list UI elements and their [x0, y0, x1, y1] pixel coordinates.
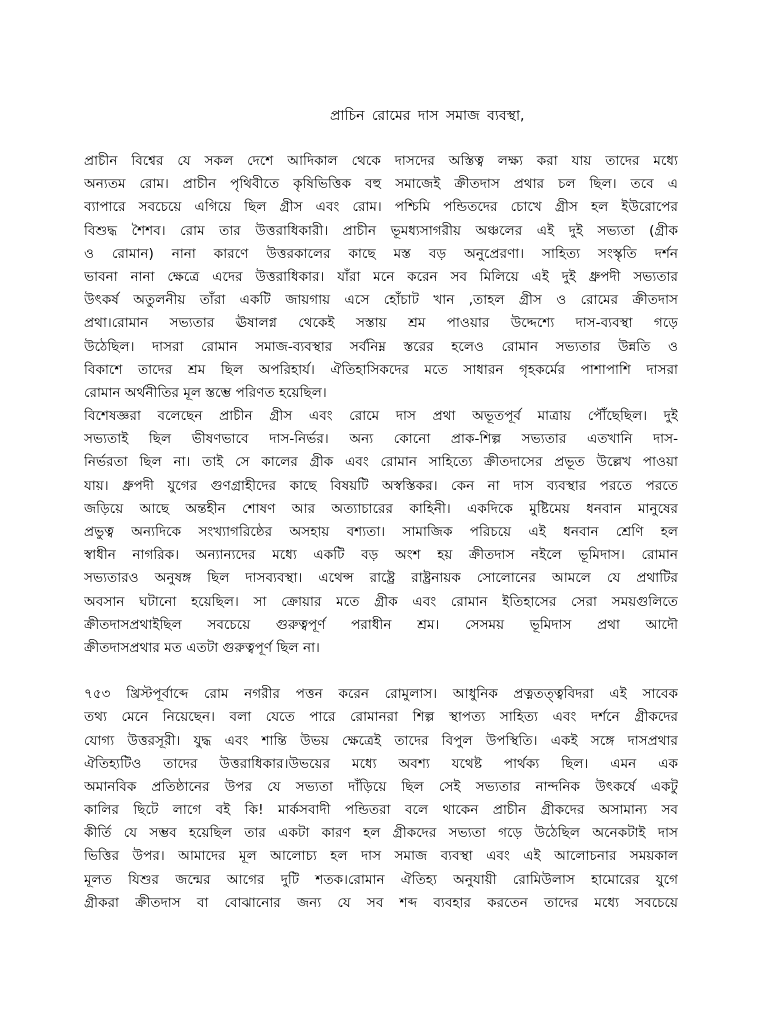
paragraph-1 — [84, 150, 678, 660]
text-line: অন্যতম রোম। প্রাচীন পৃথিবীতে কৃষিভিত্তিক বহু সমাজেই ক্রীতদাস প্রথার চল ছিল। তবে এ — [84, 176, 678, 193]
text-line: অবসান ঘটানো হয়েছিল। সা ক্রোয়ার মতে গ্রীক এবং রোমান ইতিহাসের সেরা সময়গুলিতে — [84, 593, 678, 610]
text-line: স্বাধীন নাগরিক। অন্যান্যদের মধ্যে একটি বড় অংশ হয় ক্রীতদাস নইলে ভূমিদাস। রোমান — [84, 547, 678, 564]
text-line: নির্ভরতা ছিল না। তাই সে কালের গ্রীক এবং রোমান সাহিত্যে ক্রীতদাসের প্রভূত উল্লেখ পাওয়া — [84, 454, 678, 471]
paragraph-2 — [84, 683, 678, 915]
text-line: প্রভুত্ব অন্যদিকে সংখ্যাগরিষ্ঠের অসহায় বশ্যতা। সামাজিক পরিচয়ে এই ধনবান শ্রেণি হল — [84, 524, 678, 540]
text-line: যায়। ধ্রুপদী যুগের গুণগ্রাহীদের কাছে বিষয়টি অস্বস্তিকর। কেন না দাস ব্যবস্থার পরতে পরতে — [84, 477, 678, 494]
text-line: উঠেছিল। দাসরা রোমান সমাজ-ব্যবস্থার সর্বনিম্ন স্তরের হলেও রোমান সভ্যতার উন্নতি ও — [84, 338, 678, 355]
text-line: ঐতিহ্যটিও তাদের উত্তরাধিকার।উভয়ের মধ্যে অবশ্য যথেষ্ট পার্থক্য ছিল। এমন এক — [84, 755, 678, 772]
text-line: মূলত যিশুর জন্মের আগের দুটি শতক।রোমান ঐতিহ্য অনুযায়ী রোমিউলাস হামোরের যুগে — [84, 871, 678, 888]
text-line: গ্রীকরা ক্রীতদাস বা বোঝানোর জন্য যে সব শব্দ ব্যবহার করতেন তাদের মধ্যে সবচেয়ে — [84, 894, 678, 911]
text-line: প্রাচীন বিশ্বের যে সকল দেশে আদিকাল থেকে দাসদের অস্তিত্ব লক্ষ্য করা যায় তাদের মধ্যে — [84, 153, 678, 169]
text-line: ভিত্তির উপর। আমাদের মূল আলোচ্য হল দাস সমাজ ব্যবস্থা এবং এই আলোচনার সময়কাল — [84, 848, 678, 865]
document-title: প্রাচিন রোমের দাস সমাজ ব্যবস্থা, — [330, 108, 525, 124]
text-line: জড়িয়ে আছে অন্তহীন শোষণ আর অত্যাচারের কাহিনী। একদিকে মুষ্টিমেয় ধনবান মানুষের — [84, 500, 678, 517]
text-line: বিশেষজ্ঞরা বলেছেন প্রাচীন গ্রীস এবং রোমে দাস প্রথা অভূতপূর্ব মাত্রায় পৌঁছেছিল। দুই — [84, 408, 678, 425]
text-line: ব্যাপারে সবচেয়ে এগিয়ে ছিল গ্রীস এবং রোম। পশ্চিমি পন্ডিতদের চোখে গ্রীস হল ইউরোপের — [84, 199, 678, 216]
text-line: ক্রীতদাসপ্রথার মত এতটা গুরুত্বপূর্ণ ছিল না। — [84, 639, 320, 656]
text-line: ক্রীতদাসপ্রথাইছিল সবচেয়ে গুরুত্বপূর্ণ পরাধীন শ্রম। সেসময় ভূমিদাস প্রথা আদৌ — [84, 616, 678, 633]
text-line: সভ্যতাই ছিল ভীষণভাবে দাস-নির্ভর। অন্য কোনো প্রাক-শিল্প সভ্যতার এতখানি দাস- — [84, 431, 678, 448]
text-line: কীর্তি যে সম্ভব হয়েছিল তার একটা কারণ হল গ্রীকদের সভ্যতা গড়ে উঠেছিল অনেকটাই দাস — [84, 825, 678, 842]
text-line: বিকাশে তাদের শ্রম ছিল অপরিহার্য। ঐতিহাসিকদের মতে সাধারন গৃহকর্মের পাশাপাশি দাসরা — [84, 361, 678, 378]
text-line: ও রোমান) নানা কারণে উত্তরকালের কাছে মস্ত বড় অনুপ্রেরণা। সাহিত্য সংস্কৃতি দর্শন — [84, 245, 678, 262]
text-line: অমানবিক প্রতিষ্ঠানের উপর যে সভ্যতা দাঁড়িয়ে ছিল সেই সভ্যতার নান্দনিক উৎকর্ষে একটু — [84, 778, 678, 795]
text-line: রোমান অর্থনীতির মূল স্তম্ভে পরিণত হয়েছিল। — [84, 384, 327, 401]
paragraph-spacer — [84, 660, 678, 683]
text-line: সভ্যতারও অনুষঙ্গ ছিল দাসব্যবস্থা। এথেন্স রাষ্ট্রে রাষ্ট্রনায়ক সোলোনের আমলে যে প্রথাটির — [84, 570, 678, 587]
text-line: বিশুদ্ধ শৈশব। রোম তার উত্তরাধিকারী। প্রাচীন ভূমধ্যসাগরীয় অঞ্চলের এই দুই সভ্যতা (গ্রীক — [84, 222, 678, 239]
text-line: প্রথা।রোমান সভ্যতার ঊষালগ্ন থেকেই সস্তায় শ্রম পাওয়ার উদ্দেশ্যে দাস-ব্যবস্থা গড়ে — [84, 315, 678, 332]
text-line: যোগ্য উত্তরসূরী। যুদ্ধ এবং শান্তি উভয় ক্ষেত্রেই তাদের বিপুল উপস্থিতি। একই সঙ্গে দাসপ্রথার — [84, 732, 678, 749]
text-line: উৎকর্ষ অতুলনীয় তাঁরা একটি জায়গায় এসে হোঁচাট খান ,তাহল গ্রীস ও রোমের ক্রীতদাস — [84, 292, 678, 309]
document-body — [84, 150, 678, 915]
text-line: কালির ছিটে লাগে বই কি! মার্কসবাদী পন্ডিতরা বলে থাকেন প্রাচীন গ্রীকদের অসামান্য সব — [84, 802, 678, 819]
text-line: তথ্য মেনে নিয়েছেন। বলা যেতে পারে রোমানরা শিল্প স্থাপত্য সাহিত্য এবং দর্শনে গ্রীকদের — [84, 709, 678, 726]
text-line: ভাবনা নানা ক্ষেত্রে এদের উত্তরাধিকার। যাঁরা মনে করেন সব মিলিয়ে এই দুই ধ্রুপদী সভ্যতার — [84, 268, 678, 285]
text-line: ৭৫৩ খ্রিস্টপূর্বাব্দে রোম নগরীর পত্তন করেন রোমুলাস। আধুনিক প্রত্নতত্ত্ববিদরা এই সাবেক — [84, 686, 678, 703]
